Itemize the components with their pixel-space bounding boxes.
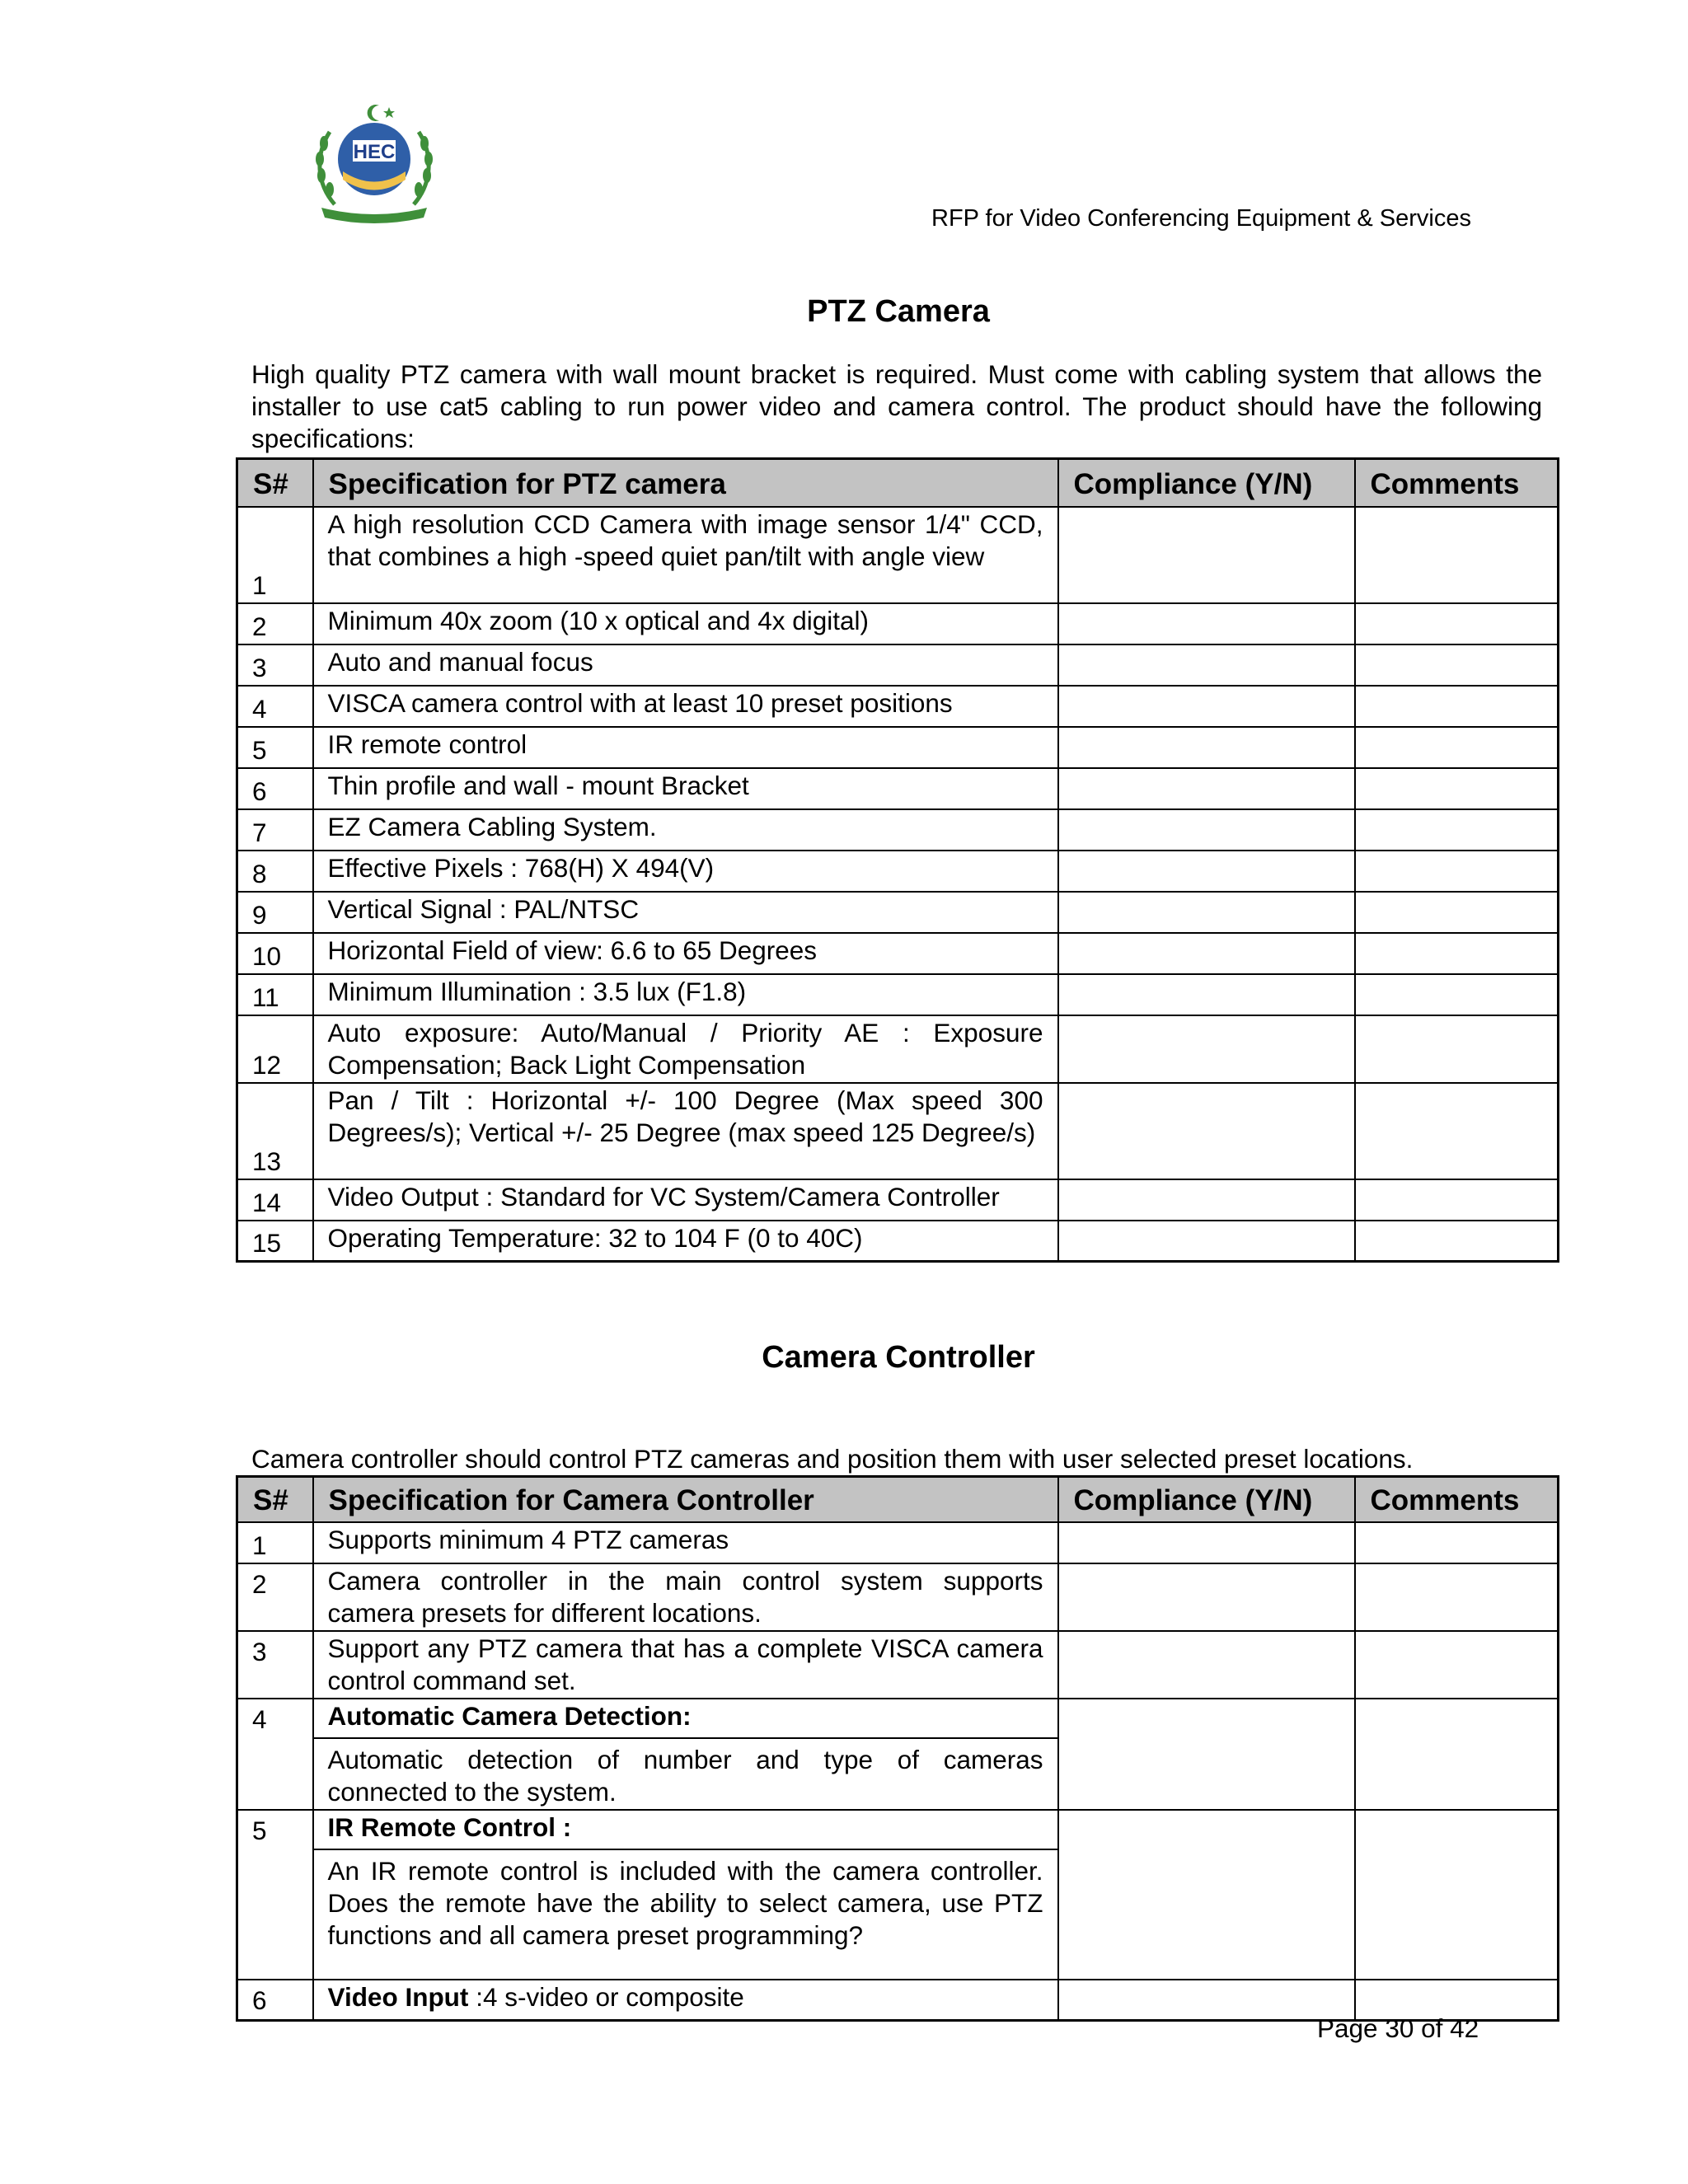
row-number: 8: [237, 851, 313, 892]
comments-cell[interactable]: [1355, 1083, 1559, 1179]
compliance-cell[interactable]: [1058, 851, 1355, 892]
comments-cell[interactable]: [1355, 1563, 1559, 1631]
compliance-cell[interactable]: [1058, 1179, 1355, 1221]
row-specification: Camera controller in the main control system supports camera presets for different locations.: [313, 1563, 1058, 1631]
comments-cell[interactable]: [1355, 809, 1559, 851]
row-specification: [313, 1699, 1058, 1810]
table-row: [237, 1563, 1559, 1631]
row-number: 15: [237, 1221, 313, 1262]
row-specification: [313, 1810, 1058, 1980]
row-specification: [313, 1980, 1058, 2021]
spec-title: IR Remote Control :: [327, 1811, 572, 1842]
table-row: [237, 1083, 1559, 1179]
comments-cell[interactable]: [1355, 1221, 1559, 1262]
comments-cell[interactable]: [1355, 1631, 1559, 1699]
row-number: 10: [237, 933, 313, 974]
row-specification: Thin profile and wall - mount Bracket: [313, 768, 1058, 809]
camera-controller-spec-table: [236, 1475, 1559, 2022]
row-specification: EZ Camera Cabling System.: [313, 809, 1058, 851]
table-row: [237, 768, 1559, 809]
compliance-cell[interactable]: [1058, 1980, 1355, 2021]
row-specification: Minimum 40x zoom (10 x optical and 4x digital): [313, 603, 1058, 644]
row-specification: Support any PTZ camera that has a complete VISCA camera control command set.: [313, 1631, 1058, 1699]
compliance-cell[interactable]: [1058, 1699, 1355, 1810]
row-specification: Video Output : Standard for VC System/Camera Controller: [313, 1179, 1058, 1221]
comments-cell[interactable]: [1355, 1179, 1559, 1221]
table-row: [237, 1699, 1559, 1810]
column-header-specification: Specification for Camera Controller: [313, 1477, 1058, 1522]
table-row: [237, 1810, 1559, 1980]
section-title-ptz-camera: PTZ Camera: [807, 294, 990, 329]
comments-cell[interactable]: [1355, 603, 1559, 644]
crescent-icon: [368, 105, 379, 121]
column-header-comments: Comments: [1355, 1477, 1559, 1522]
compliance-cell[interactable]: [1058, 933, 1355, 974]
row-specification: Minimum Illumination : 3.5 lux (F1.8): [313, 974, 1058, 1015]
row-number: 14: [237, 1179, 313, 1221]
table-row: [237, 1015, 1559, 1083]
comments-cell[interactable]: [1355, 1810, 1559, 1980]
row-specification: Vertical Signal : PAL/NTSC: [313, 892, 1058, 933]
compliance-cell[interactable]: [1058, 1563, 1355, 1631]
row-number: 5: [237, 1810, 313, 1980]
compliance-cell[interactable]: [1058, 768, 1355, 809]
compliance-cell[interactable]: [1058, 686, 1355, 727]
section-intro-ptz-camera: High quality PTZ camera with wall mount bracket is required. Must come with cabling system that allows the installer to use cat5 cabling to run power video and camera control. The product should have the following specifications:: [251, 359, 1542, 453]
spec-title: Automatic Camera Detection:: [327, 1700, 692, 1731]
comments-cell[interactable]: [1355, 727, 1559, 768]
compliance-cell[interactable]: [1058, 603, 1355, 644]
row-number: 3: [237, 644, 313, 686]
compliance-cell[interactable]: [1058, 1221, 1355, 1262]
row-number: 4: [237, 1699, 313, 1810]
comments-cell[interactable]: [1355, 933, 1559, 974]
table-row: [237, 603, 1559, 644]
row-specification: Horizontal Field of view: 6.6 to 65 Degrees: [313, 933, 1058, 974]
compliance-cell[interactable]: [1058, 974, 1355, 1015]
comments-cell[interactable]: [1355, 974, 1559, 1015]
page-number: Page 30 of 42: [1317, 2013, 1479, 2043]
table-row: [237, 851, 1559, 892]
row-specification: A high resolution CCD Camera with image sensor 1/4" CCD, that combines a high -speed quiet pan/tilt with angle view: [313, 507, 1058, 603]
comments-cell[interactable]: [1355, 1699, 1559, 1810]
compliance-cell[interactable]: [1058, 1015, 1355, 1083]
compliance-cell[interactable]: [1058, 892, 1355, 933]
table-row: [237, 1631, 1559, 1699]
document-header-title: RFP for Video Conferencing Equipment & Services: [931, 205, 1471, 232]
table-row: [237, 1522, 1559, 1563]
row-number: 7: [237, 809, 313, 851]
spec-title: Video Input: [327, 1981, 469, 2012]
section-title-camera-controller: Camera Controller: [762, 1340, 1035, 1375]
table-row: [237, 727, 1559, 768]
hec-logo: [310, 97, 438, 226]
table-row: [237, 933, 1559, 974]
row-specification: Pan / Tilt : Horizontal +/- 100 Degree (Max speed 300 Degrees/s); Vertical +/- 25 Degree (max speed 125 Degree/s): [313, 1083, 1058, 1179]
row-specification: Operating Temperature: 32 to 104 F (0 to 40C): [313, 1221, 1058, 1262]
comments-cell[interactable]: [1355, 892, 1559, 933]
row-number: 2: [237, 1563, 313, 1631]
compliance-cell[interactable]: [1058, 809, 1355, 851]
row-number: 6: [237, 768, 313, 809]
compliance-cell[interactable]: [1058, 1522, 1355, 1563]
compliance-cell[interactable]: [1058, 727, 1355, 768]
table-row: [237, 892, 1559, 933]
spec-detail: An IR remote control is included with the camera controller. Does the remote have the ability to select camera, use PTZ functions and all camera preset programming?: [327, 1855, 1043, 1950]
comments-cell[interactable]: [1355, 507, 1559, 603]
compliance-cell[interactable]: [1058, 1083, 1355, 1179]
compliance-cell[interactable]: [1058, 1631, 1355, 1699]
comments-cell[interactable]: [1355, 1522, 1559, 1563]
spec-detail: Automatic detection of number and type of cameras connected to the system.: [327, 1744, 1043, 1807]
row-number: 11: [237, 974, 313, 1015]
row-number: 1: [237, 507, 313, 603]
row-number: 6: [237, 1980, 313, 2021]
comments-cell[interactable]: [1355, 644, 1559, 686]
compliance-cell[interactable]: [1058, 507, 1355, 603]
row-number: 5: [237, 727, 313, 768]
row-number: 2: [237, 603, 313, 644]
table-header-row: [237, 459, 1559, 507]
spec-detail: :4 s-video or composite: [476, 1981, 744, 2012]
row-specification: Effective Pixels : 768(H) X 494(V): [313, 851, 1058, 892]
logo-text: HEC: [353, 141, 396, 163]
column-header-compliance: Compliance (Y/N): [1058, 459, 1355, 507]
compliance-cell[interactable]: [1058, 644, 1355, 686]
row-specification: Auto exposure: Auto/Manual / Priority AE : Exposure Compensation; Back Light Compensation: [313, 1015, 1058, 1083]
comments-cell[interactable]: [1355, 768, 1559, 809]
row-specification: Supports minimum 4 PTZ cameras: [313, 1522, 1058, 1563]
row-number: 12: [237, 1015, 313, 1083]
row-number: 13: [237, 1083, 313, 1179]
comments-cell[interactable]: [1355, 686, 1559, 727]
row-number: 9: [237, 892, 313, 933]
column-header-specification: Specification for PTZ camera: [313, 459, 1058, 507]
row-number: 3: [237, 1631, 313, 1699]
table-row: [237, 507, 1559, 603]
row-specification: IR remote control: [313, 727, 1058, 768]
table-row: [237, 809, 1559, 851]
column-header-sno: S#: [237, 459, 313, 507]
row-number: 1: [237, 1522, 313, 1563]
table-row: [237, 644, 1559, 686]
column-header-compliance: Compliance (Y/N): [1058, 1477, 1355, 1522]
row-number: 4: [237, 686, 313, 727]
compliance-cell[interactable]: [1058, 1810, 1355, 1980]
table-row: [237, 1179, 1559, 1221]
table-row: [237, 686, 1559, 727]
column-header-sno: S#: [237, 1477, 313, 1522]
comments-cell[interactable]: [1355, 1015, 1559, 1083]
comments-cell[interactable]: [1355, 851, 1559, 892]
table-row: [237, 1221, 1559, 1262]
ribbon-icon: [321, 208, 427, 223]
table-header-row: [237, 1477, 1559, 1522]
section-intro-camera-controller: Camera controller should control PTZ cameras and position them with user selected preset locations.: [251, 1444, 1414, 1474]
row-specification: VISCA camera control with at least 10 preset positions: [313, 686, 1058, 727]
ptz-camera-spec-table: [236, 457, 1559, 1263]
column-header-comments: Comments: [1355, 459, 1559, 507]
row-specification: Auto and manual focus: [313, 644, 1058, 686]
table-row: [237, 974, 1559, 1015]
